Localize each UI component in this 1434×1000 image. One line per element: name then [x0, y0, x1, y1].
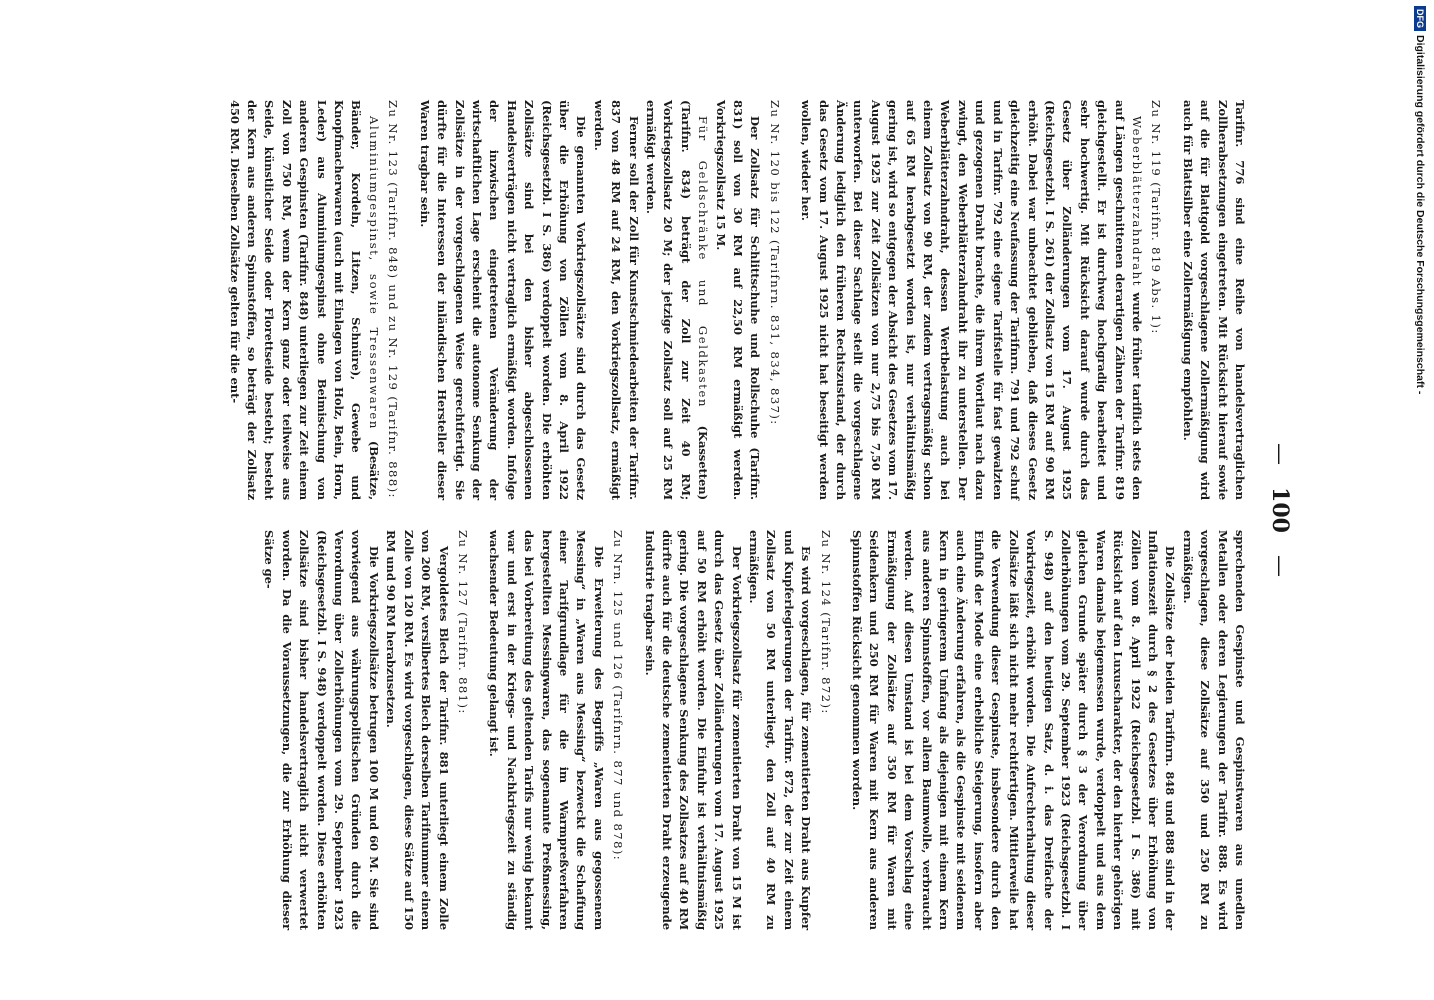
paragraph: Vergoldetes Blech der Tarifnr. 881 unterliegt einem Zolle von 200 RM, versilbertes Blech derselben Tarifnummer einem Zolle von 120 RM. Es wird vorgeschlagen, diese Sätze auf 150 RM und 90 RM herabzusetzen. [384, 530, 451, 930]
right-text-column [260, 530, 1248, 930]
paragraph: Der Zollsatz für Schlittschuhe und Rollschuhe (Tarifnr. 831) soll von 30 RM auf 22,50 RM ermäßigt werden. Vorkriegszollsatz 15 M. [713, 100, 763, 500]
paragraph-text: wurde früher tariflich stets den auf Längen geschnittenen derartigen Zähnen der Tarifnr. 819 gleichgestellt. Er ist durchweg hochgradig bearbeitet und sehr hochwertig. Mit Rücksicht darauf wurde durch das Gesetz über Zolländerungen vom 17. August 1925 (Reichsgesetzbl. I S. 261) der Zollsatz von 15 RM auf 90 RM erhöht. Dabei war unbeachtet geblieben, daß dieses Gesetz gleichzeitig eine Neufassung der Tarifnrn. 791 und 792 schuf und in Tarifnr. 792 eine eigene Tarifstelle für fast gewalzten und gezogenen Draht brachte, die ihrem Wortlaut nach dazu zwingt, den Weberblätterzahndraht ihr zu unterstellen. Der Weberblätterzahndraht, dessen Wertbelastung auch bei einem Zollsatz von 90 RM, der zudem vertragsmäßig schon auf 65 RM herabgesetzt worden ist, nur verhältnismäßig gering ist, wird so entgegen der Absicht des Gesetzes vom 17. August 1925 zur Zeit Zollsätzen von nur 2,75 bis 7,50 RM unterworfen. Bei dieser Sachlage stellt die vorgeschlagene Änderung lediglich den früheren Rechtszustand, der durch das Gesetz vom 17. August 1925 nicht hat beseitigt werden wollen, wieder her. [799, 100, 1144, 500]
section-heading: Zu Nr. 120 bis 122 (Tarifnrn. 831, 834, 837): [767, 100, 782, 426]
paragraph [797, 100, 1145, 500]
paragraph: Tarifnr. 776 sind eine Reihe von handelsvertraglichen Zollherabsetzungen eingetreten. Mit Rücksicht hierauf sowie auf die für Blattgold vorgeschlagene Zollermäßigung wird auch für Blattsilber eine Zollermäßigung empfohlen. [1180, 100, 1247, 500]
left-text-column [225, 100, 1248, 500]
column-gutter [448, 514, 1248, 515]
paragraph: Es wird vorgeschlagen, für zementierten Draht aus Kupfer und Kupferlegierungen der Tarifnr. 872, der zur Zeit einem Zollsatz von 50 RM unterliegt, den Zoll auf 40 RM zu ermäßigen. [747, 530, 814, 930]
page-number: 100 [1267, 487, 1293, 533]
section-heading: Zu Nr. 119 (Tarifnr. 819 Abs. 1): [1149, 100, 1164, 335]
paragraph [225, 100, 382, 500]
section-heading: Zu Nr. 124 (Tarifnr. 872): [818, 530, 833, 715]
paragraph [642, 100, 712, 500]
header-dash-left: — [1267, 443, 1293, 466]
term-emphasis: Weberblätterzahndraht [1129, 116, 1144, 287]
paragraph: Die Vorkriegszollsätze betrugen 100 M und 60 M. Sie sind vorwiegend aus währungspolitischen Gründen durch die Verordnung über Zollerhöhungen vom 29. September 1923 (Reichsgesetzbl. I S. 948) verdoppelt worden. Diese erhöhten Zollsätze sind bisher handelsvertraglich nicht verwertet worden. Da die Voraussetzungen, die zur Erhöhung dieser Sätze ge- [262, 530, 381, 930]
paragraph: sprechenden Gespinste und Gespinstwaren aus unedlen Metallen oder deren Legierungen der Tarifnr. 888. Es wird vorgeschlagen, diese Zollsätze auf 350 und 250 RM zu ermäßigen. [1180, 530, 1247, 930]
paragraph: Ferner soll der Zoll für Kunstschmiedearbeiten der Tarifnr. 837 von 48 RM auf 24 RM, den Vorkriegszollsatz, ermäßigt werden. [591, 100, 641, 500]
term-emphasis: Aluminiumgespinst, sowie Tressenwaren [366, 116, 381, 430]
term-emphasis: Für Geldschränke und Geldkasten [696, 116, 711, 409]
header-dash-right: — [1267, 554, 1293, 577]
rotated-page-content [100, 90, 1300, 930]
paragraph: Der Vorkriegszollsatz für zementierten Draht von 15 M ist durch das Gesetz über Zolländerungen vom 17. August 1925 auf 50 RM erhöht worden. Die Einfuhr ist verhältnismäßig gering. Die vorgeschlagene Senkung des Zollsatzes auf 40 RM dürfte auch für die deutsche zementierten Draht erzeugende Industrie tragbar sein. [642, 530, 744, 930]
paragraph: Die Zollsätze der beiden Tarifnrn. 848 und 888 sind in der Inflationszeit durch § 2 des Gesetzes über Erhöhung von Zöllen vom 8. April 1922 (Reichsgesetzbl. I S. 386) mit Rücksicht auf den Luxuscharakter, der den hierher gehörigen Waren damals beigemessen wurde, verdoppelt und aus dem gleichen Grunde später durch § 3 der Verordnung über Zollerhöhungen vom 29. September 1923 (Reichsgesetzbl. I S. 948) auf den heutigen Satz, d. i. das Dreifache der Vorkriegszeit, erhöht worden. Die Aufrechterhaltung dieser Zollsätze läßt sich nicht mehr rechtfertigen. Mittlerweile hat die Verwendung dieser Gespinste, insbesondere durch den Einfluß der Mode eine erhebliche Steigerung, insofern aber auch eine Änderung erfahren, als die Gespinste mit seidenem Kern in geringerem Umfang als diejenigen mit einem Kern aus anderen Spinnstoffen, vor allem Baumwolle, verbraucht werden. Auf diesen Umstand ist bei dem Vorschlag eine Ermäßigung der Zollsätze auf 350 RM für Waren mit Seidenkern und 250 RM für Waren mit Kern aus anderen Spinnstoffen Rücksicht genommen worden. [850, 530, 1178, 930]
digitization-credit-text: Digitalisierung gefördert durch die Deutsche Forschungsgemeinschaft - [1414, 35, 1426, 395]
page-header [1260, 90, 1300, 930]
paragraph-text: (Kassetten) (Tarifnr. 834) beträgt der Zoll zur Zeit 40 RM; Vorkriegszollsatz 20 M; der jetzige Zollsatz soll auf 25 RM ermäßigt werden. [644, 100, 711, 500]
paragraph-text: (Besätze, Bänder, Kordeln, Litzen, Schnüre), Gewebe und Knopfmacherwaren (auch mit Einlagen von Holz, Bein, Horn, Leder) aus Aluminiumgespinst ohne Beimischung von anderen Gespinsten (Tarifnr. 848) unterliegen zur Zeit einem Zoll von 750 RM, wenn der Kern ganz oder teilweise aus Seide, künstlicher Seide oder Florettseide besteht; besteht der Kern aus anderen Spinnstoffen, so beträgt der Zollsatz 450 RM. Dieselben Zollsätze gelten für die ent- [227, 100, 381, 500]
paragraph: Die genannten Vorkriegszollsätze sind durch das Gesetz über die Erhöhung von Zöllen vom 8. April 1922 (Reichsgesetzbl. I S. 386) verdoppelt worden. Die erhöhten Zollsätze sind bei den bisher abgeschlossenen Handelsverträgen nicht vertraglich ermäßigt worden. Infolge der inzwischen eingetretenen Veränderung der wirtschaftlichen Lage erscheint die autonome Senkung der Zollsätze in der vorgeschlagenen Weise gerechtfertigt. Sie dürfte für die Interessen der inländischen Hersteller dieser Waren tragbar sein. [417, 100, 589, 500]
section-heading: Zu Nr. 123 (Tarifnr. 848) und zu Nr. 129 (Tarifnr. 888): [386, 100, 401, 499]
digitization-credit [1408, 6, 1432, 996]
digitization-credit-rotated [1408, 6, 1432, 996]
dfg-logo-badge: DFG [1414, 6, 1426, 31]
section-heading: Zu Nrn. 125 und 126 (Tarifnrn. 877 und 878): [611, 530, 626, 862]
section-heading: Zu Nr. 127 (Tarifnr. 881): [455, 530, 470, 715]
paragraph: Die Erweiterung des Begriffs „Waren aus gegossenem Messing“ in „Waren aus Messing“ bezweckt die Schaffung einer Tarifgrundlage für die im Warmpreßverfahren hergestellten Messingwaren, das sogenannte Preßmessing, das bei Vorbereitung des geltenden Tarifs nur wenig bekannt war und erst in der Kriegs- und Nachkriegszeit zu ständig wachsender Bedeutung gelangt ist. [487, 530, 606, 930]
